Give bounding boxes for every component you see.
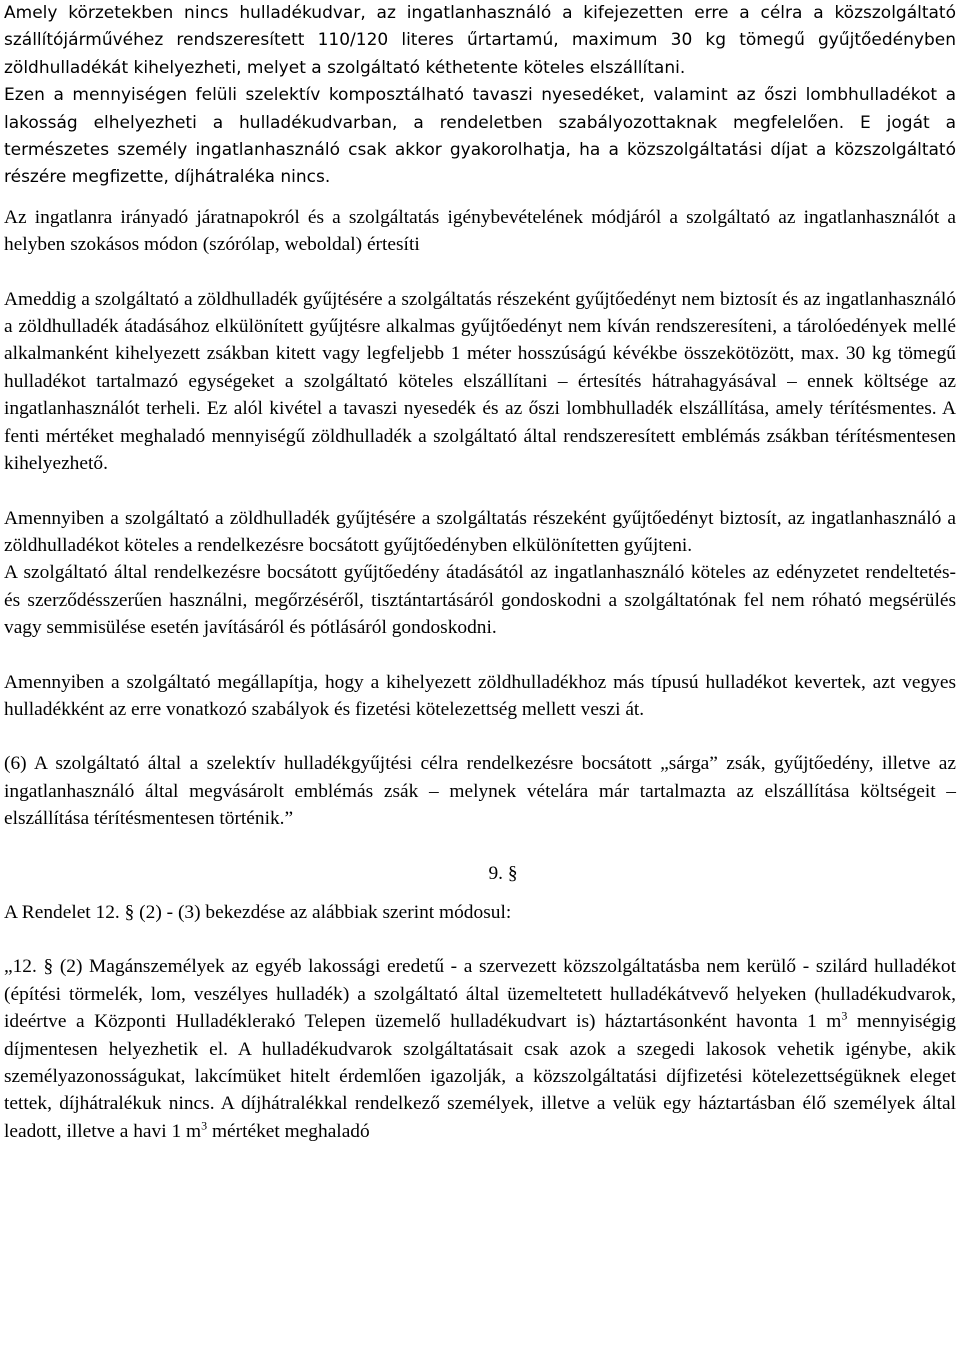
paragraph-container-collection: Amely körzetekben nincs hulladékudvar, az ingatlanhasználó a kifejezetten erre a célra a közszolgáltató szállítójárművéhez rendszeresített 110/120 literes űrtartamú, maximum 30 kg tömegű gyűjtőedényben zöldhulladékát kihelyezheti, melyet a szolgáltató kéthetente köteles elszállítani. — [4, 3, 956, 78]
paragraph-container-care: A szolgáltató által rendelkezésre bocsátott gyűjtőedény átadásától az ingatlanhasználó köteles az edényzetet rendeltetés- és szerződésszerűen használni, megőrzéséről, tisztántartásáról gondoskodni a szolgáltatónak fel nem róható megsérülés vagy semmisülése esetén javításáról és pótlásáról gondoskodni. — [4, 562, 956, 639]
amendment-text-part3: mértéket meghaladó — [207, 1120, 370, 1142]
section-heading: 9. § — [488, 862, 518, 884]
paragraph-collection-days: Az ingatlanra irányadó járatnapokról és a szolgáltatás igénybevételének módjáról a szolgáltató az ingatlanhasználót a helyben szokásos módon (szórólap, weboldal) értesíti — [4, 206, 956, 256]
paragraph-yellow-bag: (6) A szolgáltató által a szelektív hulladékgyűjtési célra rendelkezésre bocsátott „sárga” zsák, gyűjtőedény, illetve az ingatlanhasználó által megvásárolt emblémás zsák – melynek vételára már tartalmazta az elszállítása költségeit – elszállítása térítésmentesen történik.” — [4, 753, 956, 830]
document-page — [4, 0, 956, 1145]
paragraph-provided-container: Amennyiben a szolgáltató a zöldhulladék gyűjtésére a szolgáltatás részeként gyűjtőedényt biztosít, az ingatlanhasználó a zöldhulladékot köteles a rendelkezésre bocsátott gyűjtőedényben elkülönítetten gyűjteni. — [4, 507, 956, 556]
paragraph-mixed-waste: Amennyiben a szolgáltató megállapítja, hogy a kihelyezett zöldhulladékhoz más típusú hulladékot kevertek, azt vegyes hulladékként az erre vonatkozó szabályok és fizetési kötelezettség mellett veszi át. — [4, 671, 956, 720]
superscript-cubic-2: 3 — [201, 1118, 208, 1133]
superscript-cubic: 3 — [841, 1008, 848, 1023]
paragraph-amendment-intro: A Rendelet 12. § (2) - (3) bekezdése az alábbiak szerint módosul: — [4, 901, 512, 923]
paragraph-amendment-text — [4, 953, 956, 1145]
paragraph-excess-garden-waste: Ezen a mennyiségen felüli szelektív komposztálható tavaszi nyesedéket, valamint az őszi lombhulladékot a lakosság elhelyezheti a hulladékudvarban, a rendeletben szabályozottaknak megfelelően. E jogát a természetes személy ingatlanhasználó csak akkor gyakorolhatja, ha a közszolgáltatási díjat a közszolgáltató részére megfizette, díjhátraléka nincs. — [4, 85, 956, 188]
amendment-text-part1: „12. § (2) Magánszemélyek az egyéb lakossági eredetű - a szervezett közszolgáltatásba nem kerülő - szilárd hulladékot (építési törmelék, lom, veszélyes hulladék) a szolgáltató által üzemeltetett hulladékátvevő helyeken (hulladékudvarok, ideértve a Központi Hulladéklerakó Telepen üzemelő hulladékudvart is) háztartásonként havonta 1 m — [4, 956, 956, 1033]
amendment-text-part2: mennyiségig díjmentesen helyezhetik el. A hulladékudvarok szolgáltatásait csak azok a szegedi lakosok vehetik igénybe, akik személyazonosságukat, lakcímüket hitelt érdemlően igazolják, a közszolgáltatási díjfizetési kötelezettségüknek eleget tettek, díjhátralékuk nincs. A díjhátralékkal rendelkező személyek, illetve a velük egy háztartásban élő személyek által leadott, illetve a havi 1 m — [4, 1011, 956, 1142]
paragraph-bag-collection: Ameddig a szolgáltató a zöldhulladék gyűjtésére a szolgáltatás részeként gyűjtőedényt nem biztosít és az ingatlanhasználó a zöldhulladék átadásához elkülönített gyűjtésre alkalmas gyűjtőedényt nem kíván rendszeresíteni, a tárolóedények mellé alkalmanként kihelyezett zsákban kitett vagy legfeljebb 1 méter hosszúságú kévékbe összekötözött, max. 30 kg tömegű hulladékot tartalmazó egységeket a szolgáltató köteles elszállítani – értesítés hátrahagyásával – ennek költsége az ingatlanhasználót terheli. Ez alól kivétel a tavaszi nyesedék és az őszi lombhulladék elszállítása, amely térítésmentes. A fenti mértéket meghaladó mennyiségű zöldhulladék a szolgáltató által rendszeresített emblémás zsákban térítésmentesen kihelyezhető. — [4, 288, 956, 475]
